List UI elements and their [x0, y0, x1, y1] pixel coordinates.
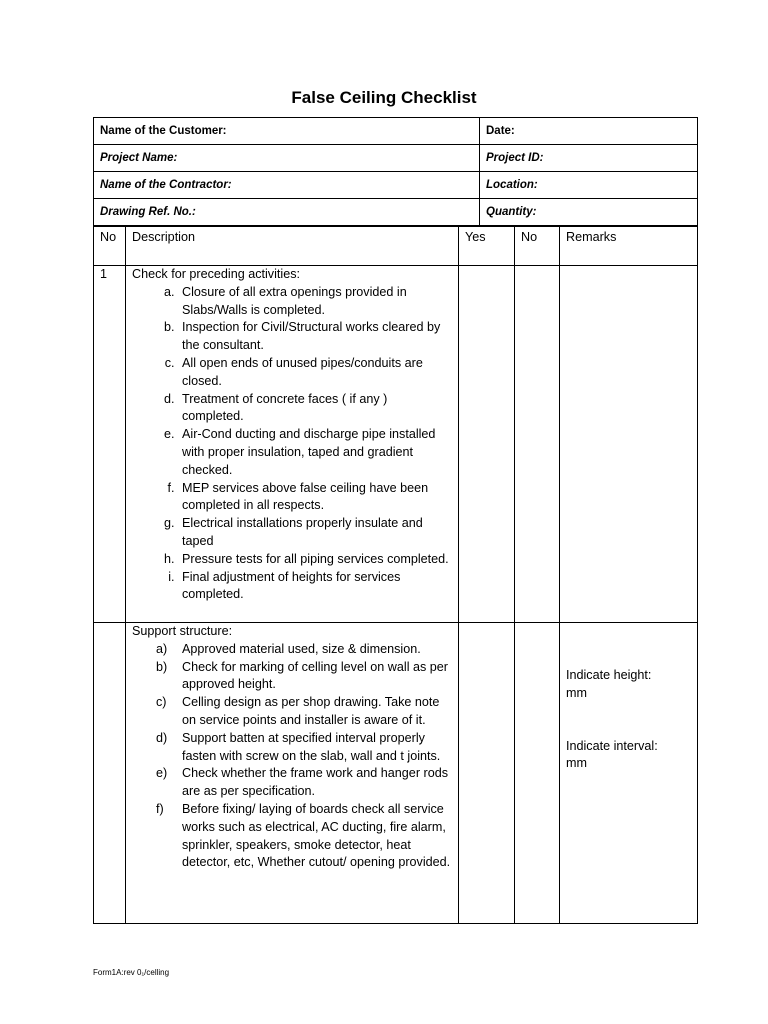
date-field[interactable]: Date:	[480, 118, 698, 145]
row-description	[126, 266, 459, 623]
quantity-field[interactable]: Quantity:	[480, 199, 698, 226]
col-header-no-answer: No	[515, 227, 560, 266]
no-cell[interactable]	[515, 266, 560, 623]
list-item: e. Air-Cond ducting and discharge pipe installed with proper insulation, taped and gradient checked.	[178, 426, 452, 479]
table-row	[94, 266, 698, 623]
remark-height-unit: mm	[566, 685, 587, 700]
table-row	[94, 623, 698, 924]
list-item: i. Final adjustment of heights for services completed.	[178, 569, 452, 605]
list-item: Support batten at specified interval properly fasten with screw on the slab, wall and t joints.	[182, 730, 441, 763]
no-cell[interactable]	[515, 623, 560, 924]
yes-cell[interactable]	[459, 623, 515, 924]
list-item: Approved material used, size & dimension.	[182, 641, 421, 656]
customer-field[interactable]: Name of the Customer:	[94, 118, 480, 145]
yes-cell[interactable]	[459, 266, 515, 623]
remark-interval-label: Indicate interval:	[566, 738, 658, 753]
form-footer: Form1A:rev 0₁/celling	[93, 968, 170, 977]
row-description	[126, 623, 459, 924]
col-header-remarks: Remarks	[560, 227, 698, 266]
list-item: d. Treatment of concrete faces ( if any ) completed.	[178, 391, 452, 427]
checklist-items	[132, 284, 452, 604]
list-item: c. All open ends of unused pipes/conduits are closed.	[178, 355, 452, 391]
col-header-description: Description	[126, 227, 459, 266]
project-name-field[interactable]: Project Name:	[94, 145, 480, 172]
remarks-cell[interactable]	[560, 623, 698, 924]
remarks-cell[interactable]	[560, 266, 698, 623]
table-header-row	[94, 227, 698, 266]
drawing-ref-field[interactable]: Drawing Ref. No.:	[94, 199, 480, 226]
location-field[interactable]: Location:	[480, 172, 698, 199]
list-item: f. MEP services above false ceiling have been completed in all respects.	[178, 480, 452, 516]
list-item: Check for marking of celling level on wall as per approved height.	[182, 659, 448, 692]
remark-height-label: Indicate height:	[566, 668, 652, 682]
section-heading: Check for preceding activities:	[132, 267, 300, 281]
list-item: h. Pressure tests for all piping services completed.	[178, 551, 452, 569]
row-number: 1	[94, 266, 126, 623]
contractor-field[interactable]: Name of the Contractor:	[94, 172, 480, 199]
row-number	[94, 623, 126, 924]
checklist-items	[132, 641, 452, 872]
project-id-field[interactable]: Project ID:	[480, 145, 698, 172]
list-item: b. Inspection for Civil/Structural works cleared by the consultant.	[178, 319, 452, 355]
list-item: a. Closure of all extra openings provided in Slabs/Walls is completed.	[178, 284, 452, 320]
col-header-no: No	[94, 227, 126, 266]
list-item: Before fixing/ laying of boards check all service works such as electrical, AC ducting, fire alarm, sprinkler, speakers, smoke detector, heat detector, etc, Whether cutout/ opening provided.	[182, 801, 451, 870]
section-heading: Support structure:	[132, 624, 233, 638]
page-title: False Ceiling Checklist	[291, 88, 477, 107]
list-item: Celling design as per shop drawing. Take note on service points and installer is aware of it.	[182, 695, 440, 727]
checklist-table	[93, 226, 698, 924]
remark-interval-unit: mm	[566, 756, 587, 771]
col-header-yes: Yes	[459, 227, 515, 266]
list-item: Check whether the frame work and hanger rods are as per specification.	[182, 766, 449, 799]
list-item: g. Electrical installations properly insulate and taped	[178, 515, 452, 551]
header-fields-table	[93, 117, 698, 226]
